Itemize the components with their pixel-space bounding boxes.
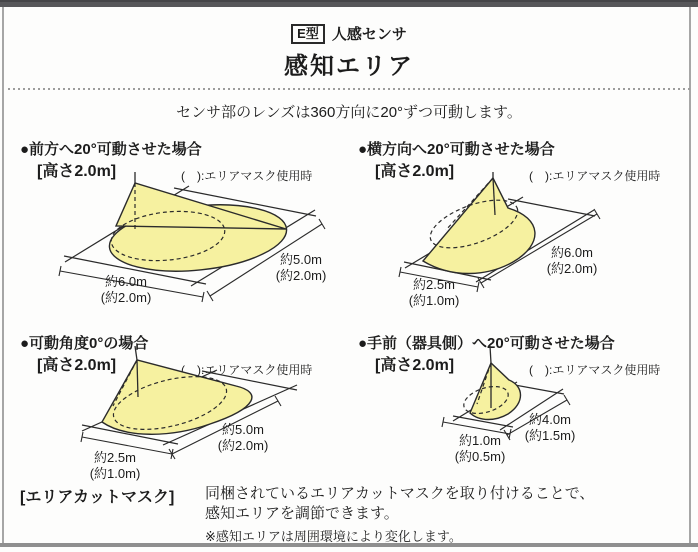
footer-caution-note: ※感知エリアは周囲環境により変化します。: [205, 529, 462, 544]
area-mask-legend: ( ):エリアマスク使用時: [181, 169, 313, 183]
dimension-mask-value: (約0.5m): [454, 449, 506, 464]
dimension-label-depth: [539, 245, 605, 277]
sensor-type-row: [0, 23, 698, 44]
dimension-label-depth: [211, 422, 275, 454]
dimension-label-depth: [266, 252, 336, 284]
diagram-forward-20: [20, 138, 350, 332]
detection-diagram-canvas: [358, 346, 688, 491]
dimension-mask-value: (約2.0m): [546, 261, 598, 276]
dimension-tick: [319, 219, 325, 229]
dimension-tick: [564, 395, 570, 405]
dimension-value: 約5.0m: [222, 422, 264, 437]
sensor-type-badge: E型: [291, 24, 325, 44]
detection-diagram-canvas: [20, 346, 350, 491]
dimension-label-width: [402, 277, 466, 309]
lens-movement-note: センサ部のレンズは360方向に20°ずつ可動します。: [176, 104, 522, 121]
diagram-angle-0: [20, 332, 350, 490]
mount-height-label: [高さ2.0m]: [375, 357, 455, 374]
dotted-divider: [8, 88, 690, 90]
sensor-stem-line: [490, 346, 491, 363]
page-title: 感知エリア: [284, 53, 414, 80]
top-frame-bar: [0, 0, 698, 7]
dimension-tick: [594, 209, 600, 219]
detection-diagram: [20, 172, 350, 330]
mount-height-label: [高さ2.0m]: [375, 163, 455, 180]
dimension-value: 約5.0m: [280, 252, 322, 267]
detection-diagram: [20, 346, 350, 491]
diagram-heading: ●手前（器具側）へ20°可動させた場合: [358, 335, 615, 352]
mount-height-label: [高さ2.0m]: [37, 163, 117, 180]
sensor-stem-line: [135, 346, 137, 360]
footer-description-line-2: 感知エリアを調節できます。: [205, 505, 399, 522]
dimension-mask-value: (約2.0m): [100, 290, 152, 305]
dimension-value: 約2.5m: [413, 277, 455, 292]
dimension-label-width: [93, 274, 159, 306]
dimension-value: 約6.0m: [105, 274, 147, 289]
dimension-mask-value: (約2.0m): [275, 268, 327, 283]
area-mask-legend: ( ):エリアマスク使用時: [181, 363, 313, 377]
diagram-heading: ●横方向へ20°可動させた場合: [358, 141, 555, 158]
diagram-heading: ●前方へ20°可動させた場合: [20, 141, 202, 158]
detection-area-fill: [423, 178, 535, 274]
diagram-sideways-20: [358, 138, 694, 332]
dimension-mask-value: (約1.0m): [89, 466, 141, 481]
mount-height-label: [高さ2.0m]: [37, 357, 117, 374]
dimension-mask-value: (約1.5m): [524, 428, 576, 443]
detection-area-crease: [116, 183, 286, 229]
area-mask-legend: ( ):エリアマスク使用時: [529, 363, 661, 377]
detection-area-fill: [470, 363, 521, 420]
sensor-type-label: 人感センサ: [331, 26, 407, 43]
dimension-tick: [207, 291, 213, 301]
area-cut-mask-label: [エリアカットマスク]: [20, 489, 175, 506]
left-frame-border: [2, 7, 4, 547]
dimension-label-depth: [518, 412, 582, 444]
dimension-value: 約4.0m: [529, 412, 571, 427]
dimension-mask-value: (約1.0m): [408, 293, 460, 308]
area-cut-mask-description: [205, 484, 594, 547]
dimension-value: 約2.5m: [94, 450, 136, 465]
dimension-value: 約1.0m: [459, 433, 501, 448]
footer-description-line-1: 同梱されているエリアカットマスクを取り付けることで、: [205, 485, 595, 502]
detection-diagram-canvas: [20, 172, 350, 330]
dimension-mask-value: (約2.0m): [217, 438, 269, 453]
dimension-label-width: [449, 433, 511, 465]
detection-diagram-canvas: [358, 172, 688, 330]
dimension-value: 約6.0m: [551, 245, 593, 260]
dimension-label-width: [84, 450, 146, 482]
diagram-heading: ●可動角度0°の場合: [20, 335, 149, 352]
dimension-tick: [275, 396, 281, 406]
area-mask-legend: ( ):エリアマスク使用時: [529, 169, 661, 183]
diagram-near-side-20: [358, 332, 694, 490]
